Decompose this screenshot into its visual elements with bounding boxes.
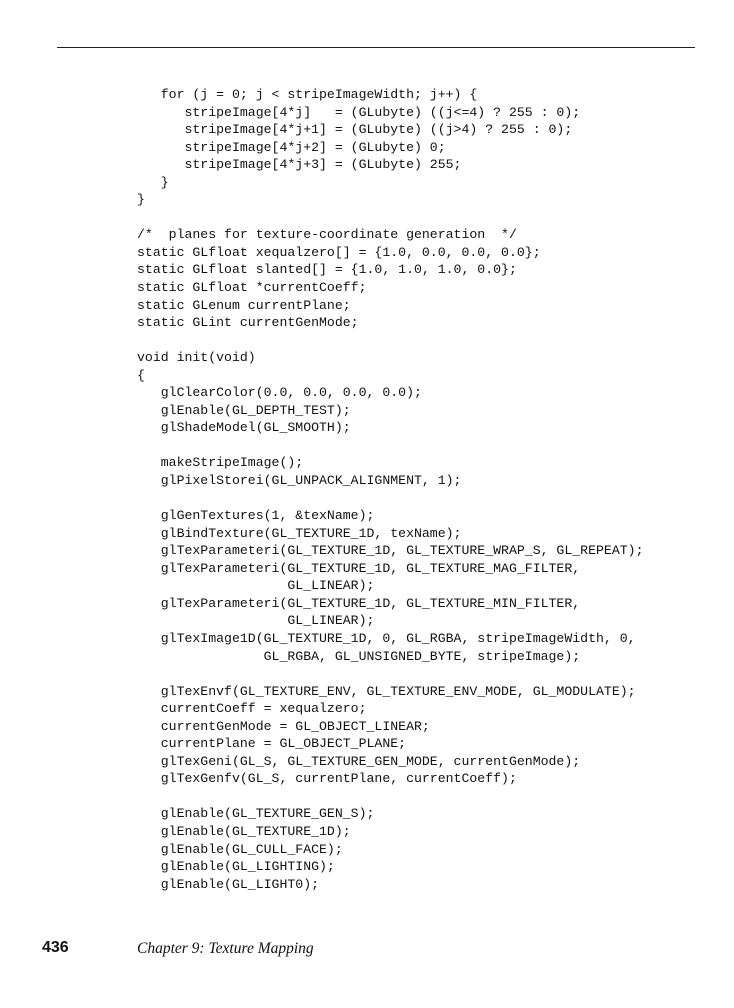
blank-line [137, 332, 727, 350]
blank-line [137, 665, 727, 683]
code-line: } [137, 174, 169, 190]
code-line: { [137, 367, 145, 383]
code-line: glTexImage1D(GL_TEXTURE_1D, 0, GL_RGBA, stripeImageWidth, 0, [137, 630, 636, 646]
code-line: glEnable(GL_LIGHTING); [137, 859, 335, 875]
code-line: glBindTexture(GL_TEXTURE_1D, texName); [137, 525, 462, 541]
blank-line [137, 490, 727, 508]
code-line: void init(void) [137, 350, 256, 366]
blank-line [137, 209, 727, 227]
code-line: currentCoeff = xequalzero; [137, 701, 367, 717]
code-line: stripeImage[4*j+2] = (GLubyte) 0; [137, 139, 446, 155]
code-line: static GLint currentGenMode; [137, 315, 359, 331]
code-line: GL_LINEAR); [137, 613, 375, 629]
code-line: GL_RGBA, GL_UNSIGNED_BYTE, stripeImage); [137, 648, 581, 664]
code-line: glClearColor(0.0, 0.0, 0.0, 0.0); [137, 385, 422, 401]
code-line: glShadeModel(GL_SMOOTH); [137, 420, 351, 436]
code-line: stripeImage[4*j+3] = (GLubyte) 255; [137, 157, 462, 173]
page-number: 436 [42, 939, 69, 956]
blank-line [137, 788, 727, 806]
code-line: glEnable(GL_LIGHT0); [137, 876, 320, 892]
code-line: glPixelStorei(GL_UNPACK_ALIGNMENT, 1); [137, 473, 462, 489]
code-line: static GLfloat *currentCoeff; [137, 280, 367, 296]
code-line: stripeImage[4*j] = (GLubyte) ((j<=4) ? 255 : 0); [137, 104, 581, 120]
blank-line [137, 437, 727, 455]
code-line: for (j = 0; j < stripeImageWidth; j++) { [137, 87, 478, 102]
code-line: makeStripeImage(); [137, 455, 304, 471]
header-rule [57, 47, 695, 48]
code-line: static GLfloat slanted[] = {1.0, 1.0, 1.0, 0.0}; [137, 262, 517, 278]
code-line: glTexParameteri(GL_TEXTURE_1D, GL_TEXTURE_MAG_FILTER, [137, 560, 581, 576]
code-line: glEnable(GL_TEXTURE_1D); [137, 823, 351, 839]
code-line: GL_LINEAR); [137, 578, 375, 594]
code-line: glTexEnvf(GL_TEXTURE_ENV, GL_TEXTURE_ENV_MODE, GL_MODULATE); [137, 683, 636, 699]
code-line: glTexParameteri(GL_TEXTURE_1D, GL_TEXTURE_WRAP_S, GL_REPEAT); [137, 543, 644, 559]
code-line: stripeImage[4*j+1] = (GLubyte) ((j>4) ? 255 : 0); [137, 122, 573, 138]
code-line: glEnable(GL_TEXTURE_GEN_S); [137, 806, 375, 822]
code-line: } [137, 192, 145, 208]
code-line: glTexParameteri(GL_TEXTURE_1D, GL_TEXTURE_MIN_FILTER, [137, 595, 581, 611]
code-line: glEnable(GL_CULL_FACE); [137, 841, 343, 857]
code-line: glTexGeni(GL_S, GL_TEXTURE_GEN_MODE, currentGenMode); [137, 753, 581, 769]
code-line: glEnable(GL_DEPTH_TEST); [137, 402, 351, 418]
code-line: /* planes for texture-coordinate generation */ [137, 227, 517, 243]
code-line: currentGenMode = GL_OBJECT_LINEAR; [137, 718, 430, 734]
code-listing [137, 86, 727, 893]
code-line: glGenTextures(1, &texName); [137, 508, 375, 524]
code-line: static GLfloat xequalzero[] = {1.0, 0.0, 0.0, 0.0}; [137, 244, 541, 260]
chapter-title: Chapter 9: Texture Mapping [137, 940, 314, 957]
code-line: currentPlane = GL_OBJECT_PLANE; [137, 736, 407, 752]
code-line: static GLenum currentPlane; [137, 297, 351, 313]
code-line: glTexGenfv(GL_S, currentPlane, currentCoeff); [137, 771, 517, 787]
